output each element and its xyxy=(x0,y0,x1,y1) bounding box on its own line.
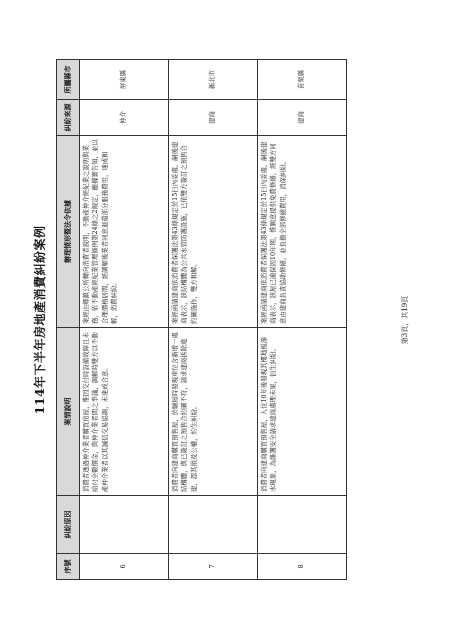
row-no: 8 xyxy=(258,554,347,580)
table-row xyxy=(169,60,258,580)
row-agency: 新北市 xyxy=(169,60,258,100)
header-desc: 案情說明 xyxy=(57,328,80,496)
row-type: 建商 xyxy=(169,100,258,136)
header-agency: 所屬縣市 xyxy=(57,60,80,100)
row-agency: 苗栗縣 xyxy=(258,60,347,100)
rotated-content xyxy=(28,60,428,580)
page-title: 114年下半年房地產消費糾紛案例 xyxy=(33,225,47,415)
row-no: 6 xyxy=(80,554,169,580)
table-row xyxy=(258,60,347,580)
row-type: 仲介 xyxy=(80,100,169,136)
row-cause xyxy=(258,496,347,554)
header-no: 序號 xyxy=(57,554,80,580)
row-desc: 消費者向建商購買預售屋，入住10年後發現其樓地板滲水現象，為維護安全請求建商處理未果，衍生糾紛。 xyxy=(258,328,347,496)
page-number: 第3頁，共19頁 xyxy=(401,295,409,345)
row-desc: 消費者透過仲介業者購買房屋，惟因交付時設備故障且未給付全數價金，與仲介業者間之爭議，調解時雙方以不動產仲介業者以其誠信交易協調，未達成合意。 xyxy=(80,328,169,496)
row-agency: 屏東縣 xyxy=(80,60,169,100)
header-type: 糾紛來源 xyxy=(57,100,80,136)
row-cause xyxy=(80,496,169,554)
row-type: 建商 xyxy=(258,100,347,136)
header-handling: 辦理情形暨法令依據 xyxy=(57,136,80,328)
dispute-table xyxy=(56,59,347,580)
table-header-row xyxy=(57,60,80,580)
row-cause xyxy=(169,496,258,554)
header-cause: 糾紛原因 xyxy=(57,496,80,554)
table-row xyxy=(80,60,169,580)
row-handling: 案經函請建商依消費者保護法第43條規定於15日內妥處，嗣後建商表示，該屋已逾保固10年期，惟願意提供免費修繕，經雙方同意由建商負責協助修繕，並負擔全部修繕費用，消保糾紛。 xyxy=(258,136,347,328)
row-handling: 案經由鄉鎮公所轉向消費者說明，不動產仲介經紀業之說明與業務，依不動產經紀業管理條例第24條之2規定，應據實告知，並以合理價格居間，經調解後業者同意退還部分服務費用，達成和解，消費糾紛。 xyxy=(80,136,169,328)
row-no: 7 xyxy=(169,554,258,580)
row-desc: 消費者向建商購買預售屋，於驗屋時發現車位含新增一處結構體，與已簽訂之預售合約圖不符，請求建商拆除違建，認其損及公權，約生糾紛。 xyxy=(169,328,258,496)
row-handling: 案經函請建商依消費者保護法第43條規定於15日內妥處，嗣後建商表示，該結構體為公共水管防護設施，已依雙方簽訂之預售合約圖施作，雙方和解。 xyxy=(169,136,258,328)
